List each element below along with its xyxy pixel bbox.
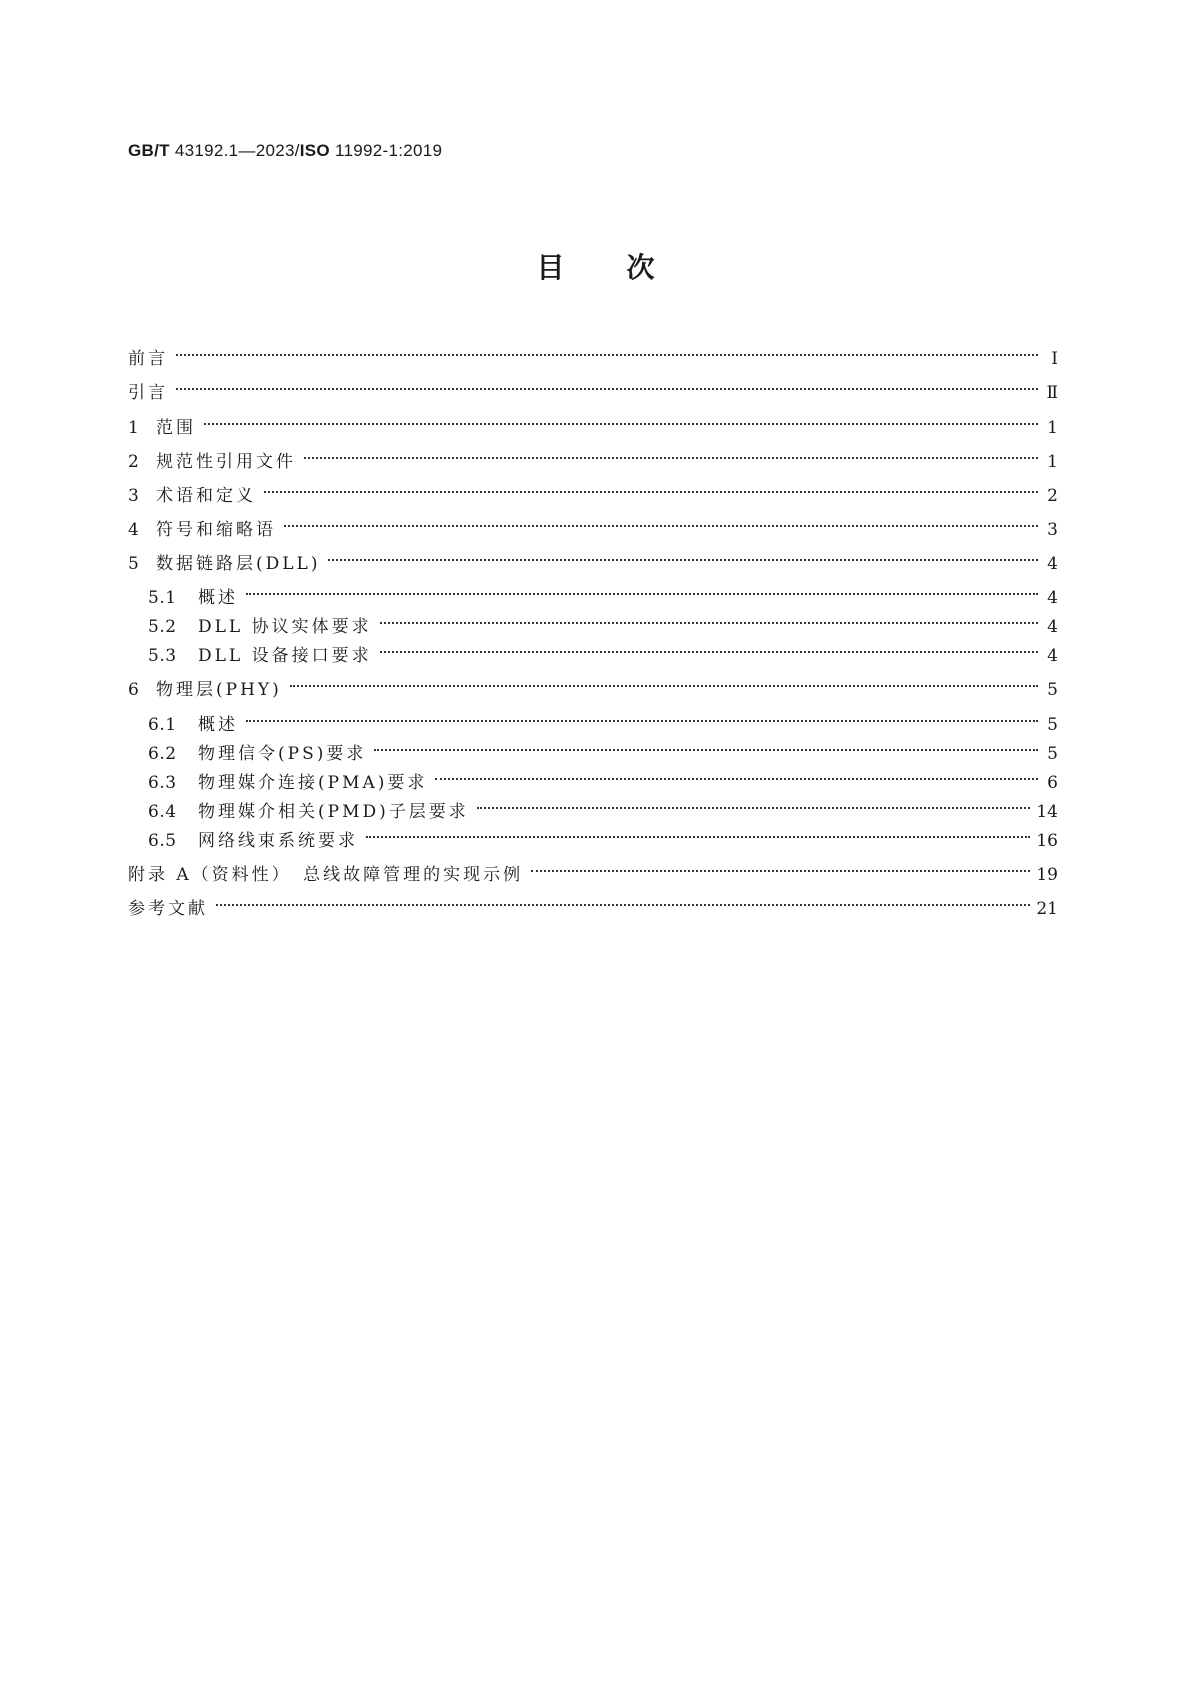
toc-item-dll-device-interface[interactable]	[148, 637, 1058, 666]
page-title: 目次	[536, 251, 717, 284]
toc-item-physical-layer[interactable]	[128, 671, 1058, 700]
toc-label: DLL 协议实体要求	[198, 617, 372, 637]
toc-leader-dots	[374, 735, 1038, 759]
toc-number: 6.5	[148, 831, 177, 851]
toc-label: 术语和定义	[156, 486, 256, 506]
toc-item-annex-a[interactable]	[128, 856, 1058, 885]
toc-item-network-harness[interactable]	[148, 822, 1058, 851]
toc-page-number: 4	[1047, 588, 1058, 608]
toc-item-foreword[interactable]	[128, 340, 1058, 369]
toc-item-dll-protocol-entity[interactable]	[148, 608, 1058, 637]
toc-label: 数据链路层(DLL)	[156, 554, 321, 574]
toc-number: 2	[128, 452, 140, 472]
toc-page-number: 3	[1047, 520, 1058, 540]
toc-page-number: 4	[1047, 554, 1058, 574]
toc-number: 6.1	[148, 715, 177, 735]
toc-page-number: Ⅰ	[1051, 349, 1058, 369]
toc-label: 参考文献	[128, 899, 208, 919]
document-header	[128, 141, 442, 161]
toc-item-symbols-abbreviations[interactable]	[128, 511, 1058, 540]
toc-item-normative-references[interactable]	[128, 443, 1058, 472]
toc-number: 6.4	[148, 802, 177, 822]
toc-number: 6	[128, 680, 140, 700]
toc-leader-dots	[531, 856, 1030, 880]
toc-label: 前言	[128, 349, 168, 369]
toc-leader-dots	[204, 409, 1038, 433]
toc-item-physical-medium-attachment[interactable]	[148, 764, 1058, 793]
toc-label: 规范性引用文件	[156, 452, 296, 472]
toc-item-physical-signaling[interactable]	[148, 735, 1058, 764]
toc-label: 物理媒介连接(PMA)要求	[198, 773, 428, 793]
toc-number: 5.2	[148, 617, 177, 637]
toc-item-dll-overview[interactable]	[148, 579, 1058, 608]
toc-page-number: 19	[1036, 865, 1058, 885]
toc-item-phy-overview[interactable]	[148, 706, 1058, 735]
toc-leader-dots	[284, 511, 1038, 535]
toc-leader-dots	[246, 706, 1038, 730]
toc-leader-dots	[380, 637, 1038, 661]
toc-leader-dots	[380, 608, 1038, 632]
toc-leader-dots	[216, 890, 1030, 914]
toc-leader-dots	[246, 579, 1038, 603]
toc-page-number: 14	[1036, 802, 1058, 822]
iso-number: 11992-1:2019	[334, 141, 443, 160]
toc-number: 1	[128, 418, 140, 438]
toc-item-data-link-layer[interactable]	[128, 545, 1058, 574]
toc-label: 附录 A（资料性） 总线故障管理的实现示例	[128, 865, 524, 885]
toc-page-number: 4	[1047, 646, 1058, 666]
toc-item-bibliography[interactable]	[128, 890, 1058, 919]
standard-number: 43192.1—2023/	[174, 141, 300, 160]
toc-page-number: 1	[1047, 452, 1058, 472]
toc-leader-dots	[264, 477, 1038, 501]
toc-page-number: 1	[1047, 418, 1058, 438]
toc-label: 网络线束系统要求	[198, 831, 358, 851]
toc-page-number: 4	[1047, 617, 1058, 637]
toc-label: 概述	[198, 715, 238, 735]
toc-label: 概述	[198, 588, 238, 608]
toc-label: DLL 设备接口要求	[198, 646, 372, 666]
toc-number: 5.1	[148, 588, 177, 608]
toc-leader-dots	[328, 545, 1038, 569]
toc-label: 物理媒介相关(PMD)子层要求	[198, 802, 469, 822]
toc-label: 符号和缩略语	[156, 520, 276, 540]
toc-leader-dots	[304, 443, 1038, 467]
toc-label: 范围	[156, 418, 196, 438]
toc-label: 物理层(PHY)	[156, 680, 282, 700]
toc-page-number: 2	[1047, 486, 1058, 506]
toc-item-introduction[interactable]	[128, 374, 1058, 403]
toc-page-number: 16	[1036, 831, 1058, 851]
toc-label: 引言	[128, 383, 168, 403]
toc-item-physical-medium-dependent[interactable]	[148, 793, 1058, 822]
toc-leader-dots	[176, 374, 1038, 398]
toc-label: 物理信令(PS)要求	[198, 744, 367, 764]
toc-number: 5	[128, 554, 140, 574]
toc-page-number: 5	[1047, 715, 1058, 735]
toc-item-scope[interactable]	[128, 409, 1058, 438]
iso-code: ISO	[299, 141, 330, 160]
standard-code: GB/T	[128, 141, 170, 160]
toc-item-terms-definitions[interactable]	[128, 477, 1058, 506]
toc-leader-dots	[477, 793, 1031, 817]
toc-number: 5.3	[148, 646, 177, 666]
toc-number: 3	[128, 486, 140, 506]
toc-leader-dots	[366, 822, 1030, 846]
toc-number: 6.3	[148, 773, 177, 793]
toc-leader-dots	[290, 671, 1038, 695]
toc-leader-dots	[435, 764, 1038, 788]
toc-leader-dots	[176, 340, 1038, 364]
toc-page-number: 6	[1047, 773, 1058, 793]
toc-page-number: 21	[1036, 899, 1058, 919]
toc-page-number: 5	[1047, 744, 1058, 764]
toc-page-number: 5	[1047, 680, 1058, 700]
toc-number: 6.2	[148, 744, 177, 764]
toc-number: 4	[128, 520, 140, 540]
toc-page-number: Ⅱ	[1046, 383, 1058, 403]
